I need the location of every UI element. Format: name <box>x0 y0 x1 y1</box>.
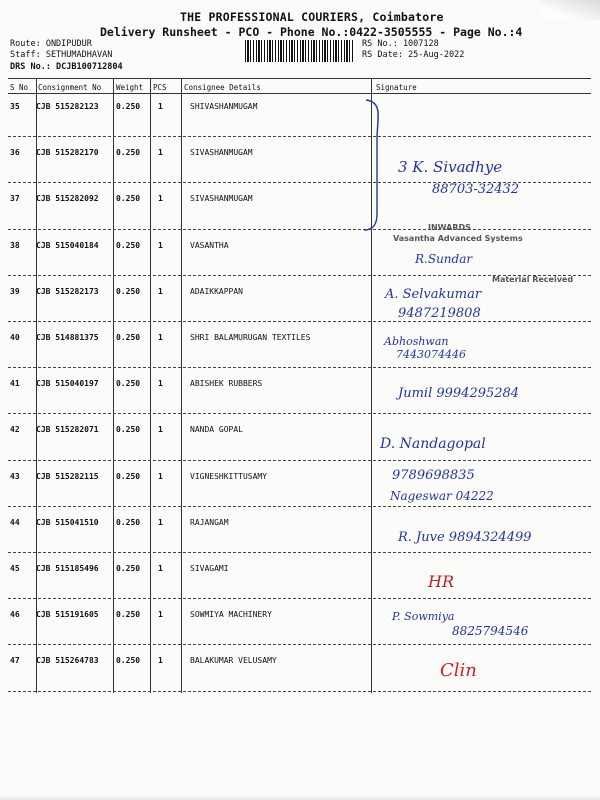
signature-44: R. Juve 9894324499 <box>398 530 532 545</box>
header-signature: Signature <box>376 83 417 92</box>
row-consignee: NANDA GOPAL <box>190 425 243 435</box>
document-title: THE PROFESSIONAL COURIERS, Coimbatore <box>180 10 444 24</box>
signature-45: HR <box>428 572 454 591</box>
row-weight: 0.250 <box>116 286 141 296</box>
table-row <box>8 419 591 465</box>
row-consignment-no: CJB 514881375 <box>36 333 99 342</box>
row-sno: 40 <box>10 333 20 342</box>
row-consignment-no: CJB 515040197 <box>36 379 99 389</box>
table-row <box>8 650 591 696</box>
row-weight: 0.250 <box>116 425 141 435</box>
signature-43-phone: 9789698835 <box>392 468 475 483</box>
bracket-mark <box>360 96 390 236</box>
row-weight: 0.250 <box>116 333 141 342</box>
row-sno: 38 <box>10 240 20 250</box>
row-pcs: 1 <box>158 610 163 620</box>
row-consignment-no: CJB 515264783 <box>36 656 99 666</box>
row-consignment-no: CJB 515282123 <box>36 102 99 111</box>
signature-36: 3 K. Sivadhye <box>398 158 503 176</box>
row-pcs: 1 <box>158 471 163 481</box>
row-consignee: VASANTHA <box>190 240 229 250</box>
row-pcs: 1 <box>158 656 163 666</box>
signature-46-phone: 8825794546 <box>452 624 529 638</box>
barcode-image <box>245 40 355 62</box>
row-consignee: SHRI BALAMURUGAN TEXTILES <box>190 333 311 342</box>
row-sno: 39 <box>10 286 20 296</box>
table-top-border <box>8 78 591 79</box>
row-pcs: 1 <box>158 425 163 435</box>
row-consignee: ABISHEK RUBBERS <box>190 379 263 389</box>
material-stamp: Material Received <box>492 275 574 284</box>
row-pcs: 1 <box>158 240 163 250</box>
row-weight: 0.250 <box>116 102 141 111</box>
header-consignment: Consignment No <box>38 83 102 92</box>
row-pcs: 1 <box>158 194 163 204</box>
row-pcs: 1 <box>158 102 163 111</box>
header-bottom-border <box>8 93 591 94</box>
signature-41: Jumil 9994295284 <box>398 386 520 401</box>
signature-40: Abhoshwan <box>384 335 449 348</box>
row-separator <box>8 413 591 414</box>
table-row <box>8 96 591 142</box>
row-pcs: 1 <box>158 379 163 389</box>
row-sno: 47 <box>10 656 20 666</box>
row-consignee: RAJANGAM <box>190 517 229 527</box>
row-sno: 41 <box>10 379 20 389</box>
signature-42: D. Nandagopal <box>380 436 486 452</box>
row-sno: 37 <box>10 194 20 204</box>
company-stamp: Vasantha Advanced Systems <box>393 234 523 243</box>
row-weight: 0.250 <box>116 656 141 666</box>
row-consignee: SIVASHANMUGAM <box>190 148 253 158</box>
row-pcs: 1 <box>158 517 163 527</box>
row-separator <box>8 229 591 230</box>
row-weight: 0.250 <box>116 240 141 250</box>
table-row <box>8 558 591 604</box>
row-consignee: SHIVASHANMUGAM <box>190 102 258 111</box>
row-consignee: SIVASHANMUGAM <box>190 194 253 204</box>
row-consignee: SIVAGAMI <box>190 564 229 573</box>
row-weight: 0.250 <box>116 148 141 158</box>
row-sno: 45 <box>10 564 20 573</box>
row-consignment-no: CJB 515282071 <box>36 425 99 435</box>
row-consignment-no: CJB 515040184 <box>36 240 99 250</box>
row-sno: 36 <box>10 148 20 158</box>
row-weight: 0.250 <box>116 564 141 573</box>
row-consignee: BALAKUMAR VELUSAMY <box>190 656 277 666</box>
row-weight: 0.250 <box>116 379 141 389</box>
row-separator <box>8 506 591 507</box>
header-sno: S No <box>10 83 29 92</box>
row-pcs: 1 <box>158 286 163 296</box>
row-consignee: ADAIKKAPPAN <box>190 286 243 296</box>
document-subtitle: Delivery Runsheet - PCO - Phone No.:0422-3505555 - Page No.:4 <box>100 25 523 39</box>
row-separator <box>8 460 591 461</box>
row-separator <box>8 691 591 692</box>
row-sno: 35 <box>10 102 20 111</box>
scan-corner-shadow <box>540 0 600 20</box>
header-pcs: PCS <box>153 83 167 92</box>
signature-39-phone: 9487219808 <box>398 306 481 321</box>
header-consignee: Consignee Details <box>184 83 261 92</box>
signature-47: Clin <box>440 660 477 681</box>
rs-date: RS Date: 25-Aug-2022 <box>362 50 465 60</box>
inward-stamp: INWARDS <box>428 223 471 232</box>
row-consignee: VIGNESHKITTUSAMY <box>190 471 268 481</box>
row-separator <box>8 598 591 599</box>
row-weight: 0.250 <box>116 610 141 620</box>
row-weight: 0.250 <box>116 194 141 204</box>
row-sno: 42 <box>10 425 20 435</box>
row-consignment-no: CJB 515191605 <box>36 610 99 620</box>
row-weight: 0.250 <box>116 471 141 481</box>
signature-46: P. Sowmiya <box>392 610 455 623</box>
row-consignment-no: CJB 515282170 <box>36 148 99 158</box>
signature-43: Nageswar 04222 <box>390 489 494 503</box>
table-row <box>8 281 591 327</box>
row-sno: 43 <box>10 471 20 481</box>
drs-number: DRS No.: DCJB100712804 <box>10 62 123 72</box>
row-pcs: 1 <box>158 333 163 342</box>
row-consignment-no: CJB 515185496 <box>36 564 99 573</box>
scan-bottom-edge <box>0 794 600 800</box>
row-separator <box>8 644 591 645</box>
row-pcs: 1 <box>158 148 163 158</box>
table-row <box>8 466 591 512</box>
table-row <box>8 327 591 373</box>
row-pcs: 1 <box>158 564 163 573</box>
rs-number: RS No.: 1007128 <box>362 39 439 49</box>
row-weight: 0.250 <box>116 517 141 527</box>
row-sno: 44 <box>10 517 20 527</box>
row-consignment-no: CJB 515282173 <box>36 286 99 296</box>
row-separator <box>8 136 591 137</box>
staff-label: Staff: SETHUMADHAVAN <box>10 50 113 60</box>
row-consignment-no: CJB 515041510 <box>36 517 99 527</box>
route-label: Route: ONDIPUDUR <box>10 39 92 49</box>
row-separator <box>8 552 591 553</box>
table-header <box>8 80 591 92</box>
signature-39: A. Selvakumar <box>385 287 482 302</box>
row-separator <box>8 321 591 322</box>
signature-36-phone: 88703-32432 <box>432 182 520 197</box>
header-weight: Weight <box>116 83 144 92</box>
signature-38: R.Sundar <box>415 252 473 266</box>
row-consignee: SOWMIYA MACHINERY <box>190 610 272 620</box>
signature-40-phone: 7443074446 <box>396 348 466 361</box>
row-sno: 46 <box>10 610 20 620</box>
row-separator <box>8 367 591 368</box>
row-consignment-no: CJB 515282115 <box>36 471 99 481</box>
row-consignment-no: CJB 515282092 <box>36 194 99 204</box>
